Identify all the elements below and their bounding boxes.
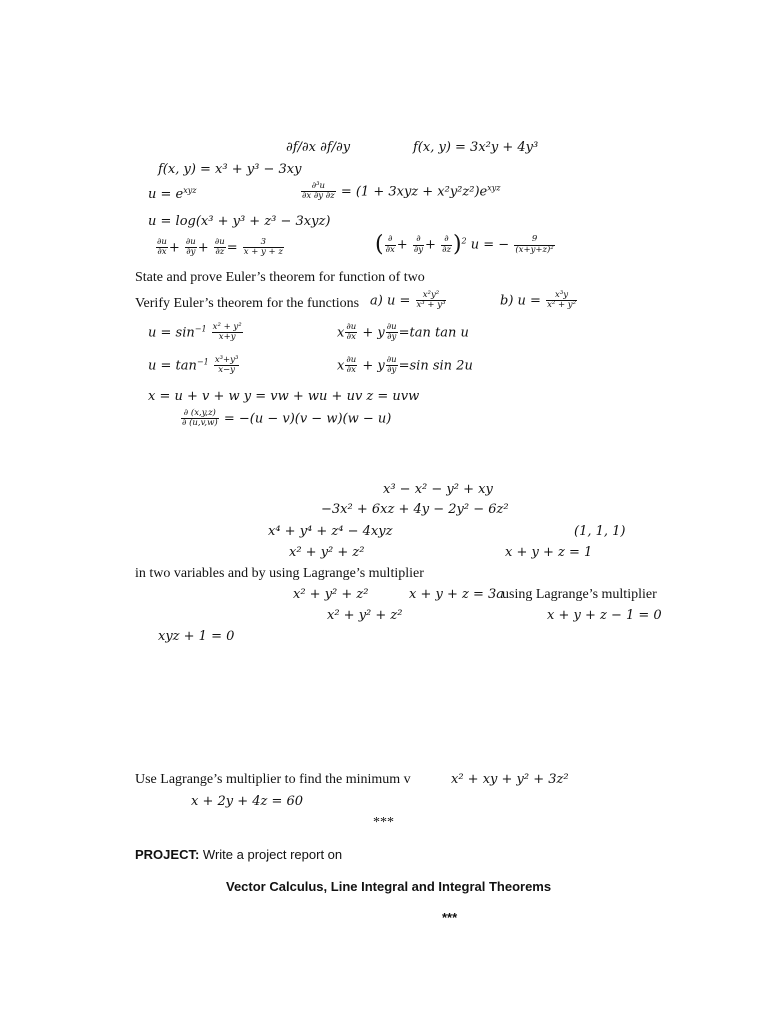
lagrange-using-text: using Lagrange’s multiplier — [502, 587, 657, 602]
project-label: PROJECT: — [135, 847, 200, 862]
separator-stars-2: *** — [442, 910, 458, 925]
arcsin-identity: x $\frac{\partial u}{\partial x}$ + y $\frac{\partial u}{\partial y}$ =tan tan u — [337, 322, 469, 343]
u-logarithm: u = log(x³ + y³ + z³ − 3xyz) — [148, 214, 331, 229]
u-exponential: $u = e^{xyz}$ — [148, 186, 197, 202]
u-arcsin: $u = \sin^{-1}$ $\frac{\text{x² + y²}}{x+y}$ — [148, 322, 242, 343]
partials-sum-identity: $\frac{\partial u}{\partial x}$ + $\frac{\partial u}{\partial y}$ + $\frac{\partial u}{\partial z}$ = $\frac{3}{x + y + z}$ — [157, 237, 283, 258]
lagrange-constraint-2: x + y + z − 1 = 0 — [547, 608, 662, 623]
point-111: (1, 1, 1) — [574, 524, 626, 539]
partial-derivatives: ∂f/∂x ∂f/∂y — [286, 140, 351, 155]
third-partial-identity: $\frac{\text{∂³u}}{\partial x \partial y \partial z}$ = $(1 + 3xyz + x^2y^2z^2)e^{xyz}$ — [302, 181, 501, 202]
polynomial-3: x⁴ + y⁴ + z⁴ − 4xyz — [268, 524, 393, 539]
project-title: Vector Calculus, Line Integral and Integral Theorems — [226, 879, 552, 894]
polynomial-2: −3x² + 6xz + 4y − 2y² − 6z² — [321, 502, 509, 517]
function-f2: f(x, y) = 3x²y + 4y³ — [413, 140, 539, 155]
minimum-constraint: x + 2y + 4z = 60 — [191, 794, 304, 809]
minimum-function: x² + xy + y² + 3z² — [451, 772, 569, 787]
lagrange-two-vars-text: in two variables and by using Lagrange’s multiplier — [135, 566, 424, 581]
project-line — [135, 848, 342, 861]
lagrange-function-2: x² + y² + z² — [327, 608, 403, 623]
euler-verify-text: Verify Euler’s theorem for the functions — [135, 296, 360, 311]
constraint-1: x + y + z = 1 — [505, 545, 593, 560]
project-text: Write a project report on — [202, 847, 343, 862]
lagrange-minimum-text: Use Lagrange’s multiplier to find the minimum v — [135, 772, 411, 787]
function-f1: f(x, y) = x³ + y³ − 3xy — [158, 162, 302, 177]
substitution-equations: x = u + v + w y = vw + wu + uv z = uvw — [148, 389, 420, 404]
u-arctan: $u = \tan^{-1}$ $\frac{\text{x³+y³}}{x-y}$ — [148, 355, 239, 376]
arctan-identity: x $\frac{\partial u}{\partial x}$ + y $\frac{\partial u}{\partial y}$ =sin sin 2u — [337, 355, 473, 376]
euler-statement: State and prove Euler’s theorem for function of two — [135, 270, 425, 285]
euler-function-a: a) u = $\frac{\text{x²y²}}{\text{x³ + y³}}$ — [370, 290, 446, 311]
separator-stars-1: *** — [373, 815, 394, 830]
lagrange-constraint-1: x + y + z = 3a — [409, 587, 505, 602]
jacobian-identity: $\frac{\partial (x,y,z)}{\partial (u,v,w)}$ = −(u − v)(v − w)(w − u) — [182, 408, 392, 429]
polynomial-1: x³ − x² − y² + xy — [383, 482, 493, 497]
operator-squared-identity: ( $\frac{\partial}{\partial x}$ + $\frac{\partial}{\partial y}$ + $\frac{\partial}{\partial z}$ )$^2$ u = − $\frac{9}{\text{(x+y+z)²}}$ — [375, 232, 554, 257]
lagrange-function-1: x² + y² + z² — [293, 587, 369, 602]
polynomial-4: x² + y² + z² — [289, 545, 365, 560]
euler-function-b: b) u = $\frac{\text{x³y}}{\text{x² + y²}}$ — [500, 290, 577, 311]
lagrange-constraint-3: xyz + 1 = 0 — [158, 629, 235, 644]
